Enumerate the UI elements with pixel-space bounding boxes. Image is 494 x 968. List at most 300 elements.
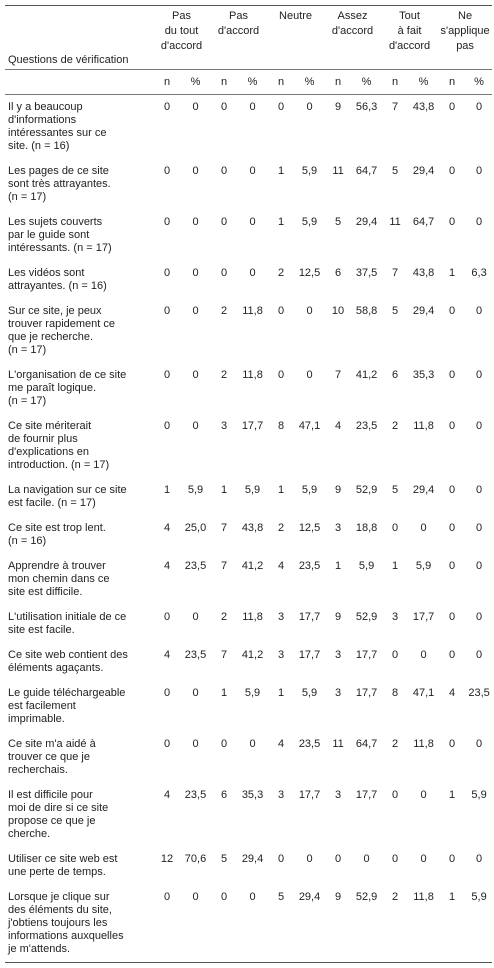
percent-cell: 0 [306,101,313,113]
count-cell: 5 [391,165,399,177]
percent-cell: 0 [192,101,199,113]
percent-cell: 0 [476,611,483,623]
count-cell: 11 [389,216,401,228]
percent-cell: 0 [476,522,483,534]
count-cell: 10 [331,305,345,317]
count-cell: 1 [277,484,285,496]
percent-cell: 52,9 [355,484,378,496]
count-cell: 2 [277,267,285,279]
percent-cell: 0 [476,649,483,661]
table-row [5,732,492,783]
count-cell: 12 [160,853,174,865]
count-cell: 0 [220,267,228,279]
question-line: me paraît logique. [8,382,97,394]
header-group [324,6,381,70]
count-cell: 4 [163,789,171,801]
question-line: moi de dire si ce site [8,802,109,814]
question-line: introduction. (n = 17) [8,459,110,471]
percent-cell: 5,9 [466,885,492,963]
question-line: site est difficile. [8,586,83,598]
header-group-line: pas [456,40,474,52]
percent-cell: 0 [249,267,256,279]
question-line: Ce site mériterait [8,420,92,432]
header-group-line: Neutre [279,10,313,22]
count-cell: 0 [163,369,171,381]
percent-cell: 0 [363,853,370,865]
subheader-n: n [210,70,238,95]
percent-cell: 29,4 [355,216,378,228]
percent-cell: 0 [476,484,483,496]
count-cell: 4 [277,738,285,750]
count-cell: 5 [267,885,295,963]
percent-cell: 29,4 [412,305,435,317]
question-line: une perte de temps. [8,866,106,878]
header-group-line: Tout [399,10,420,22]
subheader-percent: % [352,70,381,95]
count-cell: 0 [391,522,399,534]
table-row [5,95,492,160]
percent-cell: 0 [476,420,483,432]
percent-cell: 5,9 [358,560,375,572]
count-cell: 7 [391,101,399,113]
percent-cell: 12,5 [298,267,321,279]
percent-cell: 0 [476,738,483,750]
count-cell: 0 [277,369,285,381]
count-cell: 4 [277,560,285,572]
count-cell: 0 [449,484,456,496]
count-cell: 0 [163,267,171,279]
percent-cell: 35,3 [241,789,264,801]
count-cell: 0 [449,738,456,750]
count-cell: 0 [449,611,456,623]
percent-cell: 0 [192,738,199,750]
count-cell: 2 [277,522,285,534]
count-cell: 0 [277,853,285,865]
table-row [5,210,492,261]
table-body [5,95,492,963]
percent-cell: 0 [476,853,483,865]
question-cell [5,783,153,847]
question-line: Ce site m'a aidé à [8,738,96,750]
percent-cell: 5,9 [187,484,204,496]
question-line: que je recherche. [8,331,93,343]
table-row [5,299,492,363]
count-cell: 3 [277,649,285,661]
count-cell: 3 [334,649,342,661]
count-cell: 0 [449,420,456,432]
count-cell: 4 [163,522,171,534]
question-line: d'explications en [8,446,89,458]
header-group-line: Assez [337,10,368,22]
question-line: sont très attrayantes. [8,178,111,190]
percent-cell: 23,5 [184,560,207,572]
percent-cell: 0 [249,101,256,113]
header-group-line: Ne [458,10,473,22]
count-cell: 11 [332,165,344,177]
question-line: Utiliser ce site web est [8,853,118,865]
question-line: (n = 17) [8,395,47,407]
percent-cell: 37,5 [355,267,378,279]
subheader-n: n [438,70,466,95]
count-cell: 9 [334,484,342,496]
count-cell: 0 [163,101,171,113]
table-row [5,414,492,478]
question-cell [5,299,153,363]
percent-cell: 35,3 [412,369,435,381]
count-cell: 0 [334,853,342,865]
question-cell [5,732,153,783]
count-cell: 1 [220,687,228,699]
count-cell: 8 [391,687,399,699]
count-cell: 3 [277,611,285,623]
question-line: informations auxquelles [8,930,124,942]
question-cell [5,847,153,885]
percent-cell: 0 [476,216,483,228]
percent-cell: 29,4 [412,165,435,177]
percent-cell: 17,7 [412,611,435,623]
question-line: Le guide téléchargeable [8,687,126,699]
count-cell: 0 [449,522,456,534]
percent-cell: 23,5 [298,560,321,572]
percent-cell: 18,8 [355,522,378,534]
count-cell: 1 [334,560,342,572]
question-cell [5,159,153,210]
subheader-n: n [381,70,409,95]
count-cell: 3 [277,789,285,801]
percent-cell: 17,7 [298,611,321,623]
percent-cell: 5,9 [301,687,318,699]
header-group-line: à fait [397,25,422,37]
percent-cell: 11,8 [409,885,438,963]
count-cell: 0 [220,216,228,228]
count-cell: 5 [334,216,342,228]
count-cell: 0 [449,305,456,317]
percent-cell: 41,2 [241,649,264,661]
percent-cell: 47,1 [298,420,321,432]
question-line: Lorsque je clique sur [8,891,110,903]
percent-cell: 0 [476,165,483,177]
question-line: propose ce que je [8,815,96,827]
percent-cell: 23,5 [355,420,378,432]
question-line: La navigation sur ce site [8,484,127,496]
percent-cell: 11,8 [242,611,263,623]
percent-cell: 0 [476,305,483,317]
count-cell: 0 [220,165,228,177]
percent-cell: 0 [420,789,427,801]
question-cell [5,643,153,681]
count-cell: 0 [163,420,171,432]
count-cell: 4 [163,649,171,661]
count-cell: 7 [391,267,399,279]
percent-cell: 0 [420,522,427,534]
count-cell: 2 [381,885,409,963]
question-line: attrayantes. (n = 16) [8,280,107,292]
percent-cell: 5,9 [244,687,261,699]
percent-cell: 23,5 [468,687,490,699]
percent-cell: 0 [420,853,427,865]
question-line: Ce site est trop lent. [8,522,106,534]
question-line: Les sujets couverts [8,216,103,228]
percent-cell: 0 [476,101,483,113]
question-line: (n = 17) [8,191,47,203]
table-row [5,261,492,299]
count-cell: 3 [334,522,342,534]
header-group-line: d'accord [160,40,203,52]
count-cell: 0 [210,885,238,963]
count-cell: 3 [334,789,342,801]
count-cell: 0 [163,738,171,750]
count-cell: 8 [277,420,285,432]
question-cell [5,885,153,963]
table-row [5,363,492,414]
count-cell: 1 [277,165,285,177]
header-group-line: d'accord [217,25,260,37]
question-line: Les vidéos sont [8,267,85,279]
count-cell: 7 [220,649,228,661]
question-line: (n = 16) [8,535,47,547]
count-cell: 0 [391,853,399,865]
count-cell: 0 [277,305,285,317]
question-line: je m'attends. [8,943,71,955]
percent-cell: 0 [476,560,483,572]
header-group-line: s'applique [440,25,490,37]
header-group [153,6,210,70]
percent-cell: 0 [249,165,256,177]
question-line: Il est difficile pour [8,789,93,801]
count-cell: 5 [391,305,399,317]
count-cell: 0 [449,853,456,865]
question-line: d'informations [8,114,77,126]
percent-cell: 29,4 [241,853,264,865]
header-group [438,6,492,70]
percent-cell: 0 [192,216,199,228]
question-line: recherchais. [8,764,68,776]
question-line: Sur ce site, je peux [8,305,102,317]
percent-cell: 47,1 [412,687,435,699]
percent-cell: 17,7 [355,687,378,699]
percent-cell: 0 [306,305,313,317]
percent-cell: 6,3 [471,267,487,279]
subheader-percent: % [409,70,438,95]
question-cell [5,210,153,261]
percent-cell: 64,7 [355,165,378,177]
header-group [381,6,438,70]
question-line: Les pages de ce site [8,165,109,177]
count-cell: 6 [334,267,342,279]
question-line: trouver ce que je [8,751,90,763]
count-cell: 0 [449,165,456,177]
subheader-row [5,70,492,95]
percent-cell: 5,9 [415,560,432,572]
subheader-n: n [324,70,352,95]
percent-cell: 0 [420,649,427,661]
question-line: site. (n = 16) [8,140,70,152]
percent-cell: 29,4 [412,484,435,496]
question-line: cherche. [8,828,51,840]
question-line: intéressantes sur ce [8,127,107,139]
question-line: trouver rapidement ce [8,318,115,330]
table-row [5,847,492,885]
count-cell: 5 [391,484,399,496]
header-group-line: d'accord [388,40,431,52]
subheader-percent: % [238,70,267,95]
percent-cell: 5,9 [301,165,318,177]
count-cell: 0 [449,216,456,228]
subheader-percent: % [181,70,210,95]
count-cell: 2 [220,305,228,317]
count-cell: 3 [391,611,399,623]
table-row [5,605,492,643]
percent-cell: 0 [238,885,267,963]
question-line: des éléments du site, [8,904,112,916]
header-group-line: du tout [164,25,199,37]
count-cell: 11 [332,738,344,750]
question-cell [5,414,153,478]
verification-questions-table [5,5,492,963]
percent-cell: 0 [192,687,199,699]
count-cell: 0 [449,560,456,572]
question-line: Ce site web contient des [8,649,128,661]
count-cell: 1 [163,484,171,496]
percent-cell: 5,9 [301,216,318,228]
percent-cell: 41,2 [241,560,264,572]
percent-cell: 41,2 [355,369,378,381]
subheader-percent: % [466,70,492,95]
percent-cell: 17,7 [241,420,264,432]
percent-cell: 43,8 [241,522,264,534]
count-cell: 1 [449,789,456,801]
question-cell [5,516,153,554]
count-cell: 0 [163,305,171,317]
subheader-n: n [267,70,295,95]
subheader-percent: % [295,70,324,95]
question-line: L'utilisation initiale de ce [8,611,127,623]
count-cell: 0 [391,649,399,661]
table-row [5,478,492,516]
count-cell: 9 [334,101,342,113]
table-row [5,516,492,554]
count-cell: 0 [391,789,399,801]
percent-cell: 17,7 [298,789,321,801]
question-line: Il y a beaucoup [8,101,83,113]
question-line: (n = 17) [8,344,47,356]
count-cell: 6 [220,789,228,801]
table-row [5,885,492,963]
table-row [5,554,492,605]
table-row [5,783,492,847]
percent-cell: 11,8 [242,305,263,317]
percent-cell: 0 [192,420,199,432]
question-cell [5,605,153,643]
header-group [210,6,267,70]
percent-cell: 11,8 [413,420,434,432]
count-cell: 2 [391,738,399,750]
count-cell: 9 [334,611,342,623]
question-cell [5,363,153,414]
count-cell: 0 [163,687,171,699]
percent-cell: 52,9 [352,885,381,963]
table-row [5,643,492,681]
count-cell: 2 [220,611,228,623]
count-cell: 0 [220,738,228,750]
percent-cell: 0 [192,305,199,317]
percent-cell: 70,6 [184,853,207,865]
count-cell: 1 [449,267,456,279]
question-cell [5,261,153,299]
percent-cell: 43,8 [412,267,435,279]
count-cell: 1 [391,560,399,572]
question-line: intéressants. (n = 17) [8,242,112,254]
percent-cell: 0 [249,216,256,228]
percent-cell: 64,7 [355,738,378,750]
count-cell: 7 [220,522,228,534]
percent-cell: 52,9 [355,611,378,623]
count-cell: 0 [449,101,456,113]
percent-cell: 17,7 [355,649,378,661]
question-line: est facilement [8,700,76,712]
count-cell: 7 [334,369,342,381]
header-group-line: d'accord [331,25,374,37]
count-cell: 1 [220,484,228,496]
question-line: Apprendre à trouver [8,560,106,572]
percent-cell: 17,7 [355,789,378,801]
percent-cell: 23,5 [184,649,207,661]
count-cell: 7 [220,560,228,572]
count-cell: 0 [449,369,456,381]
header-group [267,6,324,70]
percent-cell: 29,4 [295,885,324,963]
percent-cell: 5,9 [301,484,318,496]
percent-cell: 0 [192,165,199,177]
count-cell: 2 [220,369,228,381]
percent-cell: 0 [192,369,199,381]
question-line: site est facile. [8,624,75,636]
question-line: éléments agaçants. [8,662,104,674]
percent-cell: 0 [192,611,199,623]
percent-cell: 58,8 [355,305,378,317]
percent-cell: 56,3 [355,101,378,113]
question-line: par le guide sont [8,229,90,241]
percent-cell: 23,5 [298,738,321,750]
count-cell: 3 [220,420,228,432]
question-column-header: Questions de vérification [8,54,129,66]
count-cell: 4 [163,560,171,572]
count-cell: 0 [449,649,456,661]
percent-cell: 17,7 [298,649,321,661]
percent-cell: 0 [192,267,199,279]
table-row [5,159,492,210]
percent-cell: 0 [306,853,313,865]
count-cell: 0 [163,611,171,623]
percent-cell: 64,7 [412,216,435,228]
count-cell: 3 [334,687,342,699]
count-cell: 1 [277,216,285,228]
percent-cell: 11,8 [242,369,263,381]
subheader-n: n [153,70,181,95]
count-cell: 0 [163,216,171,228]
percent-cell: 0 [306,369,313,381]
question-cell [5,478,153,516]
question-cell [5,554,153,605]
percent-cell: 25,0 [184,522,207,534]
count-cell: 0 [153,885,181,963]
count-cell: 6 [391,369,399,381]
percent-cell: 0 [181,885,210,963]
count-cell: 5 [220,853,228,865]
count-cell: 0 [163,165,171,177]
count-cell: 0 [220,101,228,113]
count-cell: 4 [449,687,456,699]
